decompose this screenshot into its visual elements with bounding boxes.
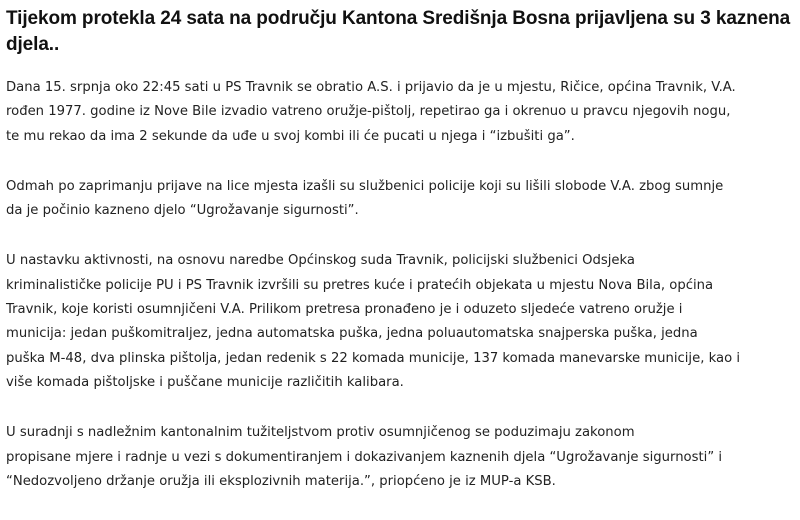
headline-line: Tijekom protekla 24 sata na području Kantona Središnja Bosna prijavljena su 3 kaznena — [6, 8, 791, 29]
article-headline — [6, 6, 794, 58]
paragraph-line: puška M-48, dva plinska pištolja, jedan redenik s 22 komada municije, 137 komada manevarske municije, kao i — [6, 350, 741, 366]
paragraph-line: više komada pištoljske i puščane municije različitih kalibara. — [6, 374, 404, 390]
article-body — [6, 76, 794, 494]
paragraph-line: Odmah po zaprimanju prijave na lice mjesta izašli su službenici policije koji su lišili slobode V.A. zbog sumnje — [6, 178, 724, 194]
headline-line: djela.. — [6, 34, 60, 55]
paragraph-line: Travnik, koje koristi osumnjičeni V.A. Prilikom pretresa pronađeno je i oduzeto sljedeće vatreno oružje i — [6, 302, 683, 318]
paragraph-line: propisane mjere i radnje u vezi s dokumentiranjem i dokazivanjem kaznenih djela “Ugrožavanje sigurnosti” i — [6, 449, 723, 465]
paragraph-line: Dana 15. srpnja oko 22:45 sati u PS Travnik se obratio A.S. i prijavio da je u mjestu, Ričice, općina Travnik, V.A. — [6, 80, 736, 95]
paragraph-line: “Nedozvoljeno držanje oružja ili eksplozivnih materija.”, priopćeno je iz MUP-a KSB. — [6, 473, 556, 489]
paragraph-line: kriminalističke policije PU i PS Travnik izvršili su pretres kuće i pratećih objekata u mjestu Nova Bila, općina — [6, 277, 714, 293]
paragraph-line: municija: jedan puškomitraljez, jedna automatska puška, jedna poluautomatska snajperska puška, jedna — [6, 326, 698, 342]
paragraph — [6, 249, 794, 395]
paragraph — [6, 175, 794, 224]
paragraph-line: da je počinio kazneno djelo “Ugrožavanje sigurnosti”. — [6, 203, 359, 219]
paragraph — [6, 421, 794, 494]
news-article — [6, 6, 794, 520]
paragraph-line: U nastavku aktivnosti, na osnovu naredbe Općinskog suda Travnik, policijski službenici Odsjeka — [6, 253, 635, 269]
paragraph-line: te mu rekao da ima 2 sekunde da uđe u svoj kombi ili će pucati u njega i “izbušiti ga”. — [6, 128, 575, 144]
paragraph — [6, 76, 794, 149]
paragraph-line: rođen 1977. godine iz Nove Bile izvadio vatreno oružje-pištolj, repetirao ga i okrenuo u pravcu njegovih nogu, — [6, 104, 731, 120]
paragraph-line: U suradnji s nadležnim kantonalnim tužiteljstvom protiv osumnjičenog se poduzimaju zakonom — [6, 425, 635, 441]
